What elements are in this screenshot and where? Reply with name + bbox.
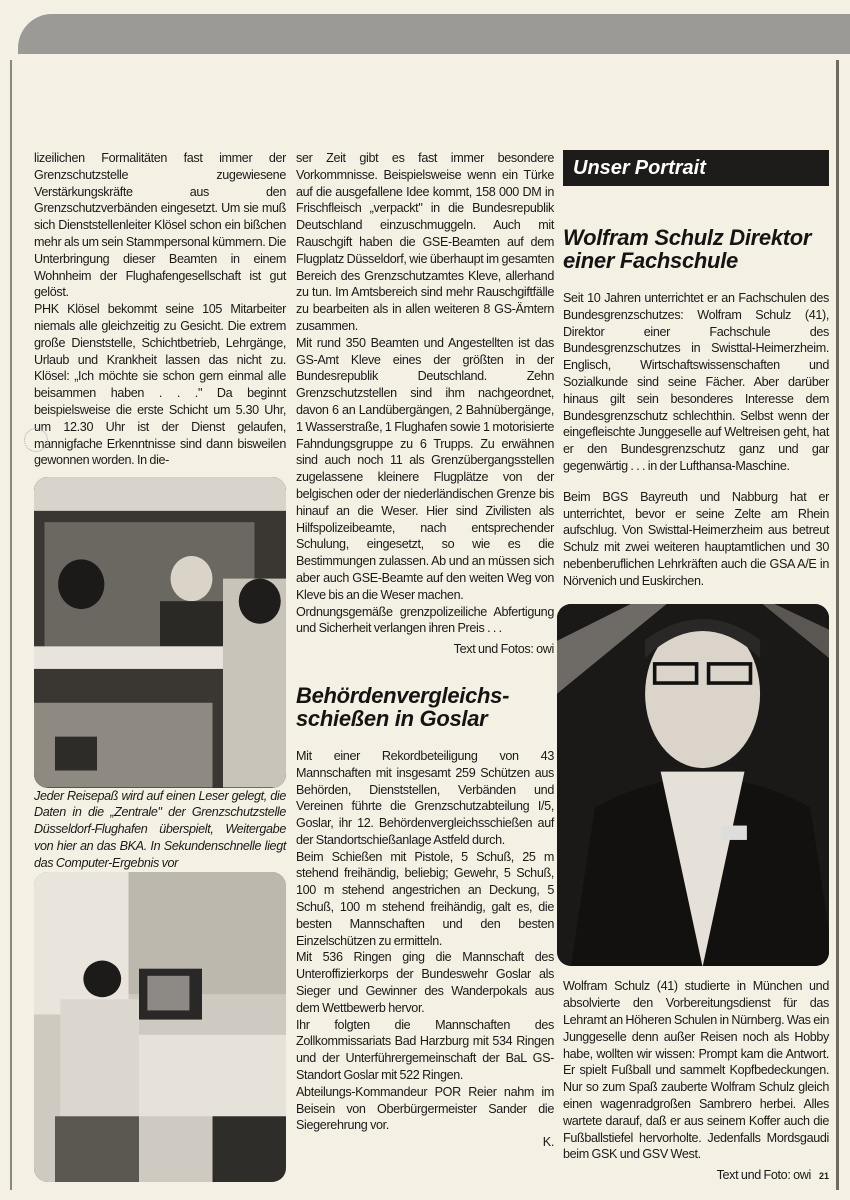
paragraph: Seit 10 Jahren unterrichtet er an Fachschulen des Bundesgrenzschutzes: Wolfram Schulz (41), Direktor einer Fachschule des Bundesgrenzschutzes in Swisttal-Heimerzheim. Englisch, Wirtschaftswissenschaften und Sozialkunde sind seine Fächer. Aber darüber hinaus gilt sein besonderes Interesse dem Bundesgrenzschutz schlechthin. Selbst wenn der eingefleischte Junggeselle auf Weltreisen geht, hat er den Bundesgrenzschutz ganz und gar gegenwärtig . . . in der Lufthansa-Maschine. <box>563 291 829 473</box>
header-band <box>18 14 850 54</box>
portrait-footer <box>563 1167 829 1185</box>
goslar-headline: Behördenvergleichsschießen in Goslar <box>296 682 510 731</box>
photo-officer-at-desk-image <box>34 872 286 1182</box>
portrait-headline: Wolfram Schulz Direktor einer Fachschule <box>563 225 812 273</box>
article-column-2 <box>296 150 554 1151</box>
paragraph: ser Zeit gibt es fast immer besondere Vorkommnisse. Beispielsweise wenn ein Türke auf die ausgefallene Idee kommt, 158 000 DM in Frischfleisch „verpackt" in die Bundesrepublik Deutschland einzuschmuggeln. Auch mit Rauschgift haben die GSE-Beamten auf dem Flugplatz Düsseldorf, wie überhaupt im gesamten Bereich des Grenzschutzamtes Kleve, allerhand zu tun. Im Amtsbereich sind mehr Rauschgiftfälle zu bearbeiten als in allen weiteren 8 GS-Ämtern zusammen. <box>296 151 554 333</box>
photo-caption: Jeder Reisepaß wird auf einen Leser gelegt, die Daten in die „Zentrale" der Grenzschutzstelle Düsseldorf-Flughafen überspielt, Weitergabe von hier an das BKA. In Sekundenschnelle liegt das Computer-Ergebnis vor <box>34 788 286 870</box>
paragraph: Wolfram Schulz (41) studierte in München und absolvierte den Vorbereitungsdienst für das Lehramt an Höheren Schulen in Nürnberg. Was ein Junggeselle denn außer Reisen noch als Hobby habe, wollten wir wissen: Prompt kam die Antwort. Er spielt Fußball und sammelt Kopfbedeckungen. Nur so zum Spaß zauberte Wolfram Schulz gleich einen wagenradgroßen Sambrero herbei. Alles wartete darauf, daß er aus seinem Koffer auch die Fußballstiefel hervorholte. Jedenfalls Mordsgaudi beim GSK und GSV West. <box>563 979 829 1162</box>
portrait-column <box>563 150 829 1185</box>
paragraph: lizeilichen Formalitäten fast immer der Grenzschutzstelle zugewiesene Verstärkungskräfte aus den Grenzschutzverbänden eingesetzt. Um sie muß sich Dienststellenleiter Klösel schon ein bißchen mehr als um sein Stammpersonal kümmern. Die Unterbringung dieser Beamten in einem Wohnheim der Flughafengesellschaft ist gut gelöst. <box>34 151 286 300</box>
section-kicker: Unser Portrait <box>563 150 829 186</box>
office-computer-photo <box>34 872 286 1182</box>
paragraph: Mit rund 350 Beamten und Angestellten ist das GS-Amt Kleve eines der größten in der Bundesrepublik Deutschland. Zehn Grenzschutzstellen sind ihm nachgeordnet, davon 6 an Landübergängen, 2 Bahnübergänge, 1 Wasserstraße, 1 Flughafen sowie 1 motorisierte Fahndungsgruppe zu 6 Trupps. Zu erwähnen sind auch noch 11 als Grenzübergangsstellen zugelassene kleinere Flugplätze von der belgischen oder der niederländischen Grenze bis hinauf an die Weser. Hier sind Zivilisten als Hilfspolizeibeamte, nach entsprechender Schulung, eingesetzt, so wie es die Bestimmungen zulassen. Ab und an müssen sich aber auch GSE-Beamte auf den weiten Weg von Kleve bis an die Weser machen. <box>296 335 554 602</box>
paragraph: PHK Klösel bekommt seine 105 Mitarbeiter niemals alle gleichzeitig zu Gesicht. Die extrem große Dienststelle, Schichtbetrieb, Lehrgänge, Urlaub und Krankheit lassen das nicht zu. Klösel: „Ich möchte sie schon gern einmal alle beisammen haben . . ." Da beginnt beispielsweise die erste Schicht um 5.30 Uhr, um 12.30 Uhr ist der Dienst gelaufen, mannigfache Erkenntnisse sind dann bisweilen gewonnen worden. In die- <box>34 302 286 468</box>
paragraph: Ihr folgten die Mannschaften des Zollkommissariats Bad Harzburg mit 534 Ringen und der Unterführergemeinschaft der BaL GS-Standort Goslar mit 522 Ringen. <box>296 1017 554 1083</box>
paragraph: Mit 536 Ringen ging die Mannschaft des Unteroffizierkorps der Bundeswehr Goslar als Sieger und Gewinner des Wanderpokals aus dem Wettbewerb hervor. <box>296 950 554 1015</box>
passport-control-photo <box>34 477 286 787</box>
scan-blemish <box>24 428 48 452</box>
page-edge-rule <box>836 60 839 1190</box>
photo-credit: Text und Fotos: owi <box>453 642 554 657</box>
portrait-wolfram-schulz-image <box>557 604 829 967</box>
paragraph: Beim Schießen mit Pistole, 5 Schuß, 25 m stehend freihändig, beliebig; Gewehr, 5 Schuß, 100 m stehend angestrichen an Deckung, 5 Schuß, 100 m stehend freihändig, galt es, die besten Mannschaften und den besten Einzelschützen zu ermitteln. <box>296 849 554 948</box>
paragraph: Mit einer Rekordbeteiligung von 43 Mannschaften mit insgesamt 259 Schützen aus Behörden, Dienststellen, Verbänden und Vereinen führte die Grenzschutzabteilung I/5, Goslar, ihr 12. Behördenvergleichsschießen auf der Standortschießanlage Astfeld durch. <box>296 748 554 847</box>
page-number: 21 <box>818 1171 829 1182</box>
photo-passport-desk-image <box>34 477 286 787</box>
portrait-credit: Text und Foto: owi <box>716 1168 811 1183</box>
paragraph: Ordnungsgemäße grenzpolizeiliche Abfertigung und Sicherheit verlangen ihren Preis . . . <box>296 604 554 636</box>
article-column-1 <box>34 150 286 1182</box>
paragraph: Beim BGS Bayreuth und Nabburg hat er unterrichtet, bevor er seine Zelte am Rhein aufschlug. Von Swisttal-Heimerzheim aus betreut Schulz mit zwei weiteren hauptamtlichen und 30 nebenberuflichen Lehrkräften auch die GSA A/E in Nörvenich und Euskirchen. <box>563 489 829 588</box>
author-signature: K. <box>542 1135 554 1150</box>
paragraph: Abteilungs-Kommandeur POR Reier nahm im Beisein von Oberbürgermeister Sander die Siegerehrung vor. <box>296 1084 554 1133</box>
portrait-photo <box>557 604 829 967</box>
margin-rule <box>10 60 12 1190</box>
